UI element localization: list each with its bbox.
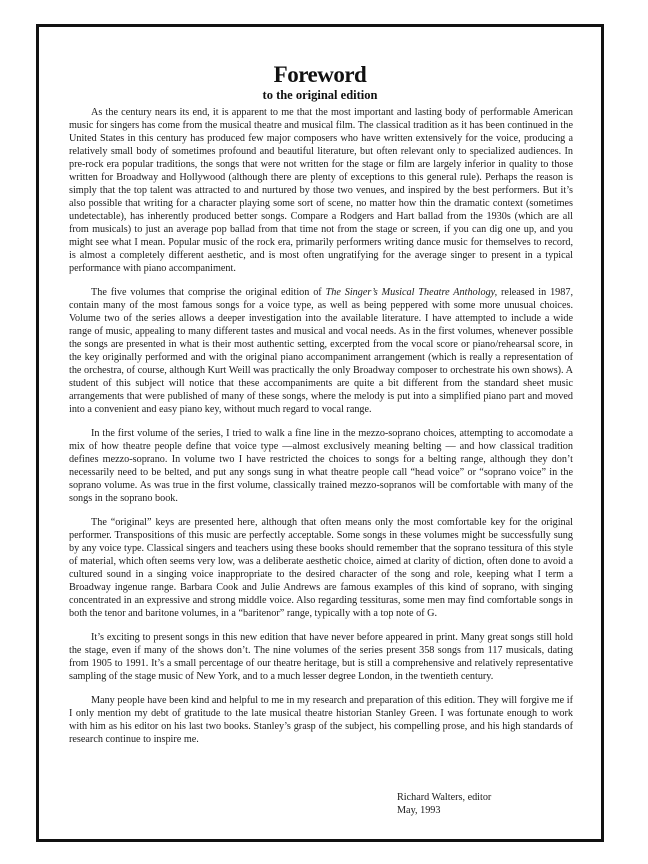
- paragraph-2-text-end: released in 1987, contain many of the most famous songs for a voice type, as well as being peppered with some more unusual choices. Volume two of the series allows a deeper investigation into the available literature. I have attempted to include a wide range of music, appealing to many different tastes and musical and vocal needs. As in the first volumes, whenever possible the songs are presented in what is their most authentic setting, excerpted from the vocal score or piano/rehearsal score, in the key originally performed and with the original piano accompaniment arrangement (which is really a representation of the orchestra, of course, although Kurt Weill was practically the only Broadway composer to orchestrate his own shows). A student of this subject will notice that these accompaniments are quite a bit different from the standard sheet music arrangements that were published of many of these songs, where the melody is put into a simplified piano part and moved into a convenient and easy piano key, without much regard to vocal range.: [69, 287, 573, 415]
- signature-date: May, 1993: [397, 805, 441, 816]
- book-title-italic: The Singer’s Musical Theatre Anthology,: [325, 287, 498, 298]
- paragraph-6-text: Many people have been kind and helpful to me in my research and preparation of this edition. They will forgive me if I only mention my debt of gratitude to the late musical theatre historian Stanley Green. I was fortunate enough to work with him as his editor on his last two books. Stanley’s grasp of the subject, his compelling prose, and his high standards of research continue to inspire me.: [69, 695, 573, 745]
- paragraph-2: [69, 286, 573, 416]
- page-border-frame: [36, 24, 604, 842]
- paragraph-4: [69, 516, 573, 620]
- paragraph-4-text: The “original” keys are presented here, although that often means only the most comfortable key for the original performer. Transpositions of this music are perfectly acceptable. Some songs in these volumes might be successfully sung by any voice type. Classical singers and teachers using these books should remember that the soprano tessitura of this style of material, which often seems very low, was a deliberate aesthetic choice, aimed at clarity of diction, often done to avoid a cultured sound in a singing voice inappropriate to the desired character of the song and role, keeping what I term a Broadway ingenue range. Barbara Cook and Julie Andrews are famous examples of this kind of soprano, with singing concentrated in an expressive and strong middle voice. Also regarding tessituras, some men may find comfortable songs in both the tenor and baritone volumes, in a “baritenor” range, typically with a top note of G.: [69, 517, 573, 619]
- foreword-body: [69, 106, 573, 757]
- paragraph-2-text-start: The five volumes that comprise the original edition of: [91, 287, 326, 298]
- signature-name: Richard Walters, editor: [397, 792, 492, 803]
- paragraph-5: [69, 631, 573, 683]
- paragraph-6: [69, 694, 573, 746]
- paragraph-5-text: It’s exciting to present songs in this new edition that have never before appeared in print. Many great songs still hold the stage, even if many of the shows don’t. The nine volumes of the series present 358 songs from 117 musicals, dating from 1905 to 1991. It’s a small percentage of our theatre heritage, but is still a comprehensive and relatively representative sampling of the stage music of New York, and to a much lesser degree London, in the twentieth century.: [69, 632, 573, 682]
- paragraph-3: [69, 427, 573, 505]
- page-subtitle: to the original edition: [262, 88, 378, 102]
- signature-block: [397, 791, 491, 817]
- paragraph-1-text: As the century nears its end, it is apparent to me that the most important and lasting body of performable American music for singers has come from the musical theatre and musical film. The classical tradition as it has been continued in the United States in this century has produced few major composers who have written extensively for the voice, producing a relatively small body of sometimes profound and beautiful literature, but often relevant only to specialized audiences. In pre-rock era popular traditions, the songs that were not written for the stage or film are largely inferior in quality to those written for Broadway and Hollywood (although there are plenty of exceptions to this general rule). Perhaps the reason is simply that the top talent was attracted to and nurtured by those two venues, and inspired by the best performers. But it’s also possible that writing for a character playing some sort of scene, no matter how thin the dramatic context (sometimes undetectable), has inherently produced better songs. Compare a Rodgers and Hart ballad from the 1930s (which are all from musicals) to just an average pop ballad from that time not from the stage or screen, if you can dig one up, and you might see what I mean. Popular music of the rock era, primarily performers writing dance music for themselves to record, is almost a completely different aesthetic, and is most often ungratifying for the average singer to present in a typical performance with piano accompaniment.: [69, 107, 573, 274]
- paragraph-3-text: In the first volume of the series, I tried to walk a fine line in the mezzo-soprano choices, attempting to accomodate a mix of how theatre people define that voice type —almost exclusively meaning belting — and how classical tradition defines mezzo-soprano. In volume two I have restricted the choices to songs for a belting range, although they don’t necessarily need to be belted, and put any songs sung in what theatre people call “head voice” or “soprano voice” in the soprano volume. As was true in the first volume, classically trained mezzo-sopranos will be comfortable with many of the songs in the soprano book.: [69, 428, 573, 504]
- page-title: Foreword: [273, 62, 367, 87]
- paragraph-1: [69, 106, 573, 275]
